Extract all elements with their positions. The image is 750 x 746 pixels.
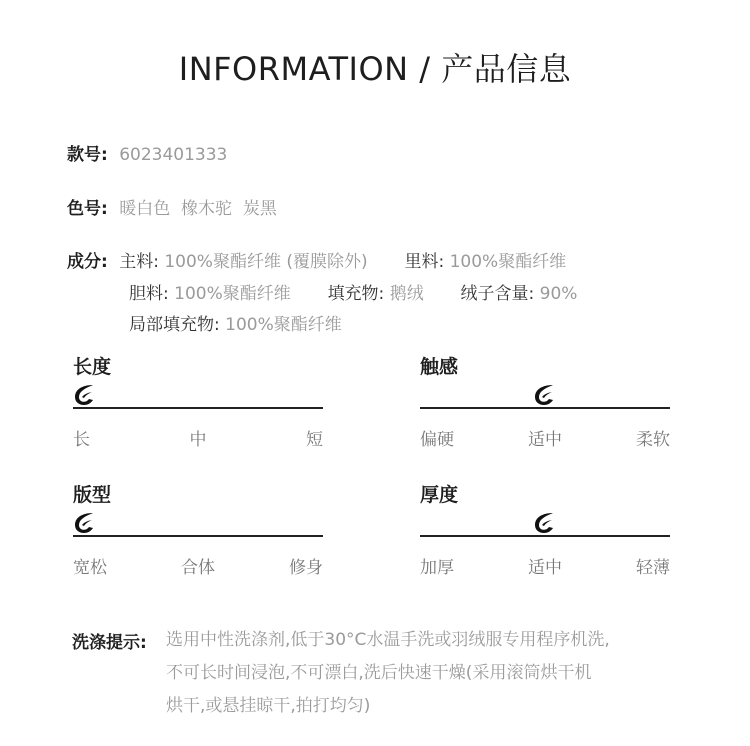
composition-row-3 <box>129 310 342 335</box>
bladder-value: 100%聚酯纤维 <box>174 284 291 304</box>
lining-value: 100%聚酯纤维 <box>449 252 567 272</box>
composition-label: 成分: <box>67 252 108 272</box>
main-material-value: 100%聚酯纤维 (覆膜除外) <box>164 252 368 272</box>
wash-line-1: 选用中性洗涤剂,低于30°C水温手洗或羽绒服专用程序机洗, <box>166 630 610 650</box>
fit-meter-title: 版型 <box>73 484 112 506</box>
wash-line-2: 不可长时间浸泡,不可漂白,洗后快速干燥(采用滚筒烘干机 <box>166 663 592 683</box>
wash-line-3: 烘干,或悬挂晾干,拍打均匀) <box>166 696 371 716</box>
down-content-label: 绒子含量: <box>460 284 535 304</box>
fit-label-mid: 合体 <box>181 558 215 578</box>
thickness-meter <box>420 480 670 578</box>
filling-value: 鹅绒 <box>389 284 424 304</box>
style-number-label: 款号: <box>67 145 108 165</box>
fit-meter-line <box>73 535 323 537</box>
wash-label: 洗涤提示: <box>72 633 147 653</box>
composition-row-2 <box>129 279 577 304</box>
length-label-left: 长 <box>73 430 90 450</box>
bladder-label: 胆料: <box>129 284 169 304</box>
brand-leaf-icon <box>73 511 97 535</box>
touch-label-mid: 适中 <box>528 430 562 450</box>
thickness-label-mid: 适中 <box>528 558 562 578</box>
down-content-value: 90% <box>539 284 578 304</box>
thickness-label-left: 加厚 <box>420 558 454 578</box>
partial-filling-value: 100%聚酯纤维 <box>225 315 342 335</box>
touch-meter-title: 触感 <box>420 356 459 378</box>
fit-label-left: 宽松 <box>73 558 107 578</box>
fit-meter <box>73 480 323 578</box>
style-number-value: 6023401333 <box>119 145 228 165</box>
style-number-row <box>67 140 227 165</box>
length-label-mid: 中 <box>189 430 207 450</box>
touch-meter-line <box>420 407 670 409</box>
thickness-meter-title: 厚度 <box>420 484 459 506</box>
brand-leaf-icon <box>533 511 557 535</box>
filling-label: 填充物: <box>327 284 385 304</box>
brand-leaf-icon <box>533 383 557 407</box>
partial-filling-label: 局部填充物: <box>129 315 220 335</box>
composition-row-1 <box>67 247 566 272</box>
thickness-meter-line <box>420 535 670 537</box>
color-number-label: 色号: <box>67 199 108 219</box>
main-material-label: 主料: <box>119 252 159 272</box>
length-meter <box>73 352 323 450</box>
length-meter-title: 长度 <box>73 356 112 378</box>
touch-meter <box>420 352 670 450</box>
color-number-value: 暖白色 橡木驼 炭黑 <box>119 199 277 219</box>
color-number-row <box>67 194 277 219</box>
lining-label: 里料: <box>404 252 445 272</box>
touch-label-right: 柔软 <box>636 430 670 450</box>
page-title: INFORMATION / 产品信息 <box>178 50 572 88</box>
thickness-label-right: 轻薄 <box>636 558 670 578</box>
length-label-right: 短 <box>306 430 323 450</box>
fit-label-right: 修身 <box>289 558 323 578</box>
touch-label-left: 偏硬 <box>420 430 454 450</box>
brand-leaf-icon <box>73 383 97 407</box>
length-meter-line <box>73 407 323 409</box>
